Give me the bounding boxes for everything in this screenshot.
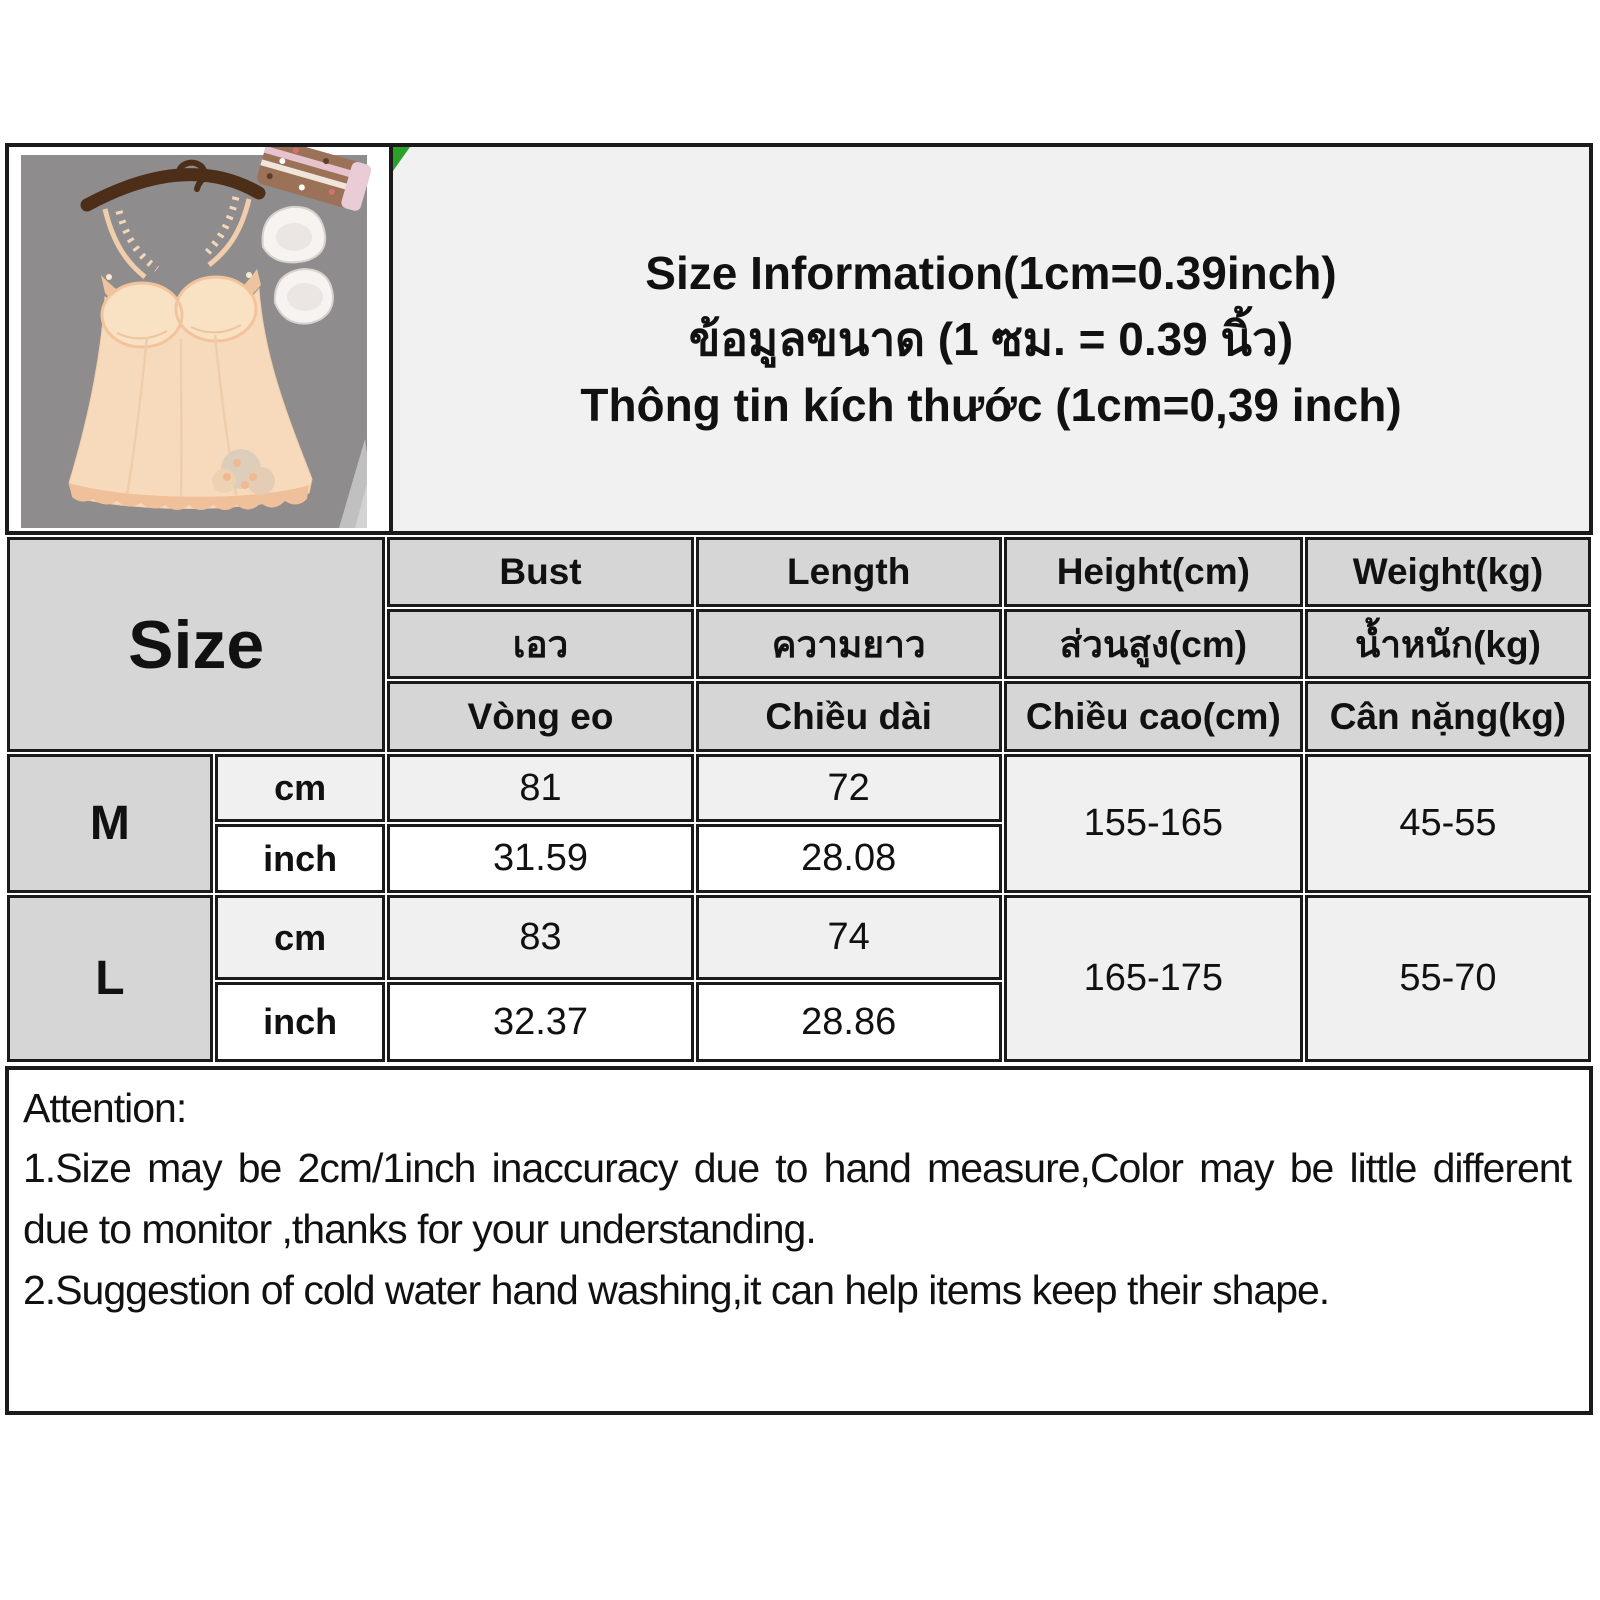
product-photo-illustration [9, 147, 389, 531]
value-l-bust-cm: 83 [387, 895, 693, 980]
unit-inch-m: inch [215, 824, 386, 893]
col-header-height-vi: Chiều cao(cm) [1004, 681, 1303, 752]
top-band [5, 143, 1593, 535]
col-header-height-th: ส่วนสูง(cm) [1004, 609, 1303, 679]
title-english: Size Information(1cm=0.39inch) [645, 247, 1337, 299]
size-chart-sheet [5, 143, 1593, 1415]
size-header-cell: Size [7, 537, 385, 752]
value-m-length-inch: 28.08 [696, 824, 1002, 893]
col-header-length-th: ความยาว [696, 609, 1002, 679]
title-vietnamese: Thông tin kích thước (1cm=0,39 inch) [580, 379, 1402, 431]
unit-cm-l: cm [215, 895, 386, 980]
value-l-length-inch: 28.86 [696, 982, 1002, 1062]
col-header-weight-en: Weight(kg) [1305, 537, 1591, 607]
value-m-height: 155-165 [1004, 754, 1303, 893]
title-panel [393, 147, 1589, 531]
size-table [5, 535, 1593, 1064]
value-l-length-cm: 74 [696, 895, 1002, 980]
col-header-bust-en: Bust [387, 537, 693, 607]
value-l-weight: 55-70 [1305, 895, 1591, 1062]
value-m-bust-inch: 31.59 [387, 824, 693, 893]
product-photo [9, 147, 393, 531]
green-corner-flag-icon [393, 147, 410, 171]
attention-box [5, 1066, 1593, 1415]
attention-note-2: 2.Suggestion of cold water hand washing,it can help items keep their shape. [23, 1267, 1330, 1313]
value-m-weight: 45-55 [1305, 754, 1591, 893]
col-header-bust-th: เอว [387, 609, 693, 679]
col-header-weight-vi: Cân nặng(kg) [1305, 681, 1591, 752]
value-l-height: 165-175 [1004, 895, 1303, 1062]
attention-heading: Attention: [23, 1085, 187, 1131]
value-m-length-cm: 72 [696, 754, 1002, 822]
size-l-cell: L [7, 895, 213, 1062]
value-l-bust-inch: 32.37 [387, 982, 693, 1062]
col-header-height-en: Height(cm) [1004, 537, 1303, 607]
col-header-length-en: Length [696, 537, 1002, 607]
unit-inch-l: inch [215, 982, 386, 1062]
value-m-bust-cm: 81 [387, 754, 693, 822]
size-m-cell: M [7, 754, 213, 893]
unit-cm-m: cm [215, 754, 386, 822]
col-header-weight-th: น้ำหนัก(kg) [1305, 609, 1591, 679]
attention-note-1: 1.Size may be 2cm/1inch inaccuracy due to hand measure,Color may be little different due to monitor ,thanks for your understanding. [23, 1145, 1571, 1252]
col-header-bust-vi: Vòng eo [387, 681, 693, 752]
col-header-length-vi: Chiều dài [696, 681, 1002, 752]
title-thai: ข้อมูลขนาด (1 ซม. = 0.39 นิ้ว) [688, 313, 1294, 365]
